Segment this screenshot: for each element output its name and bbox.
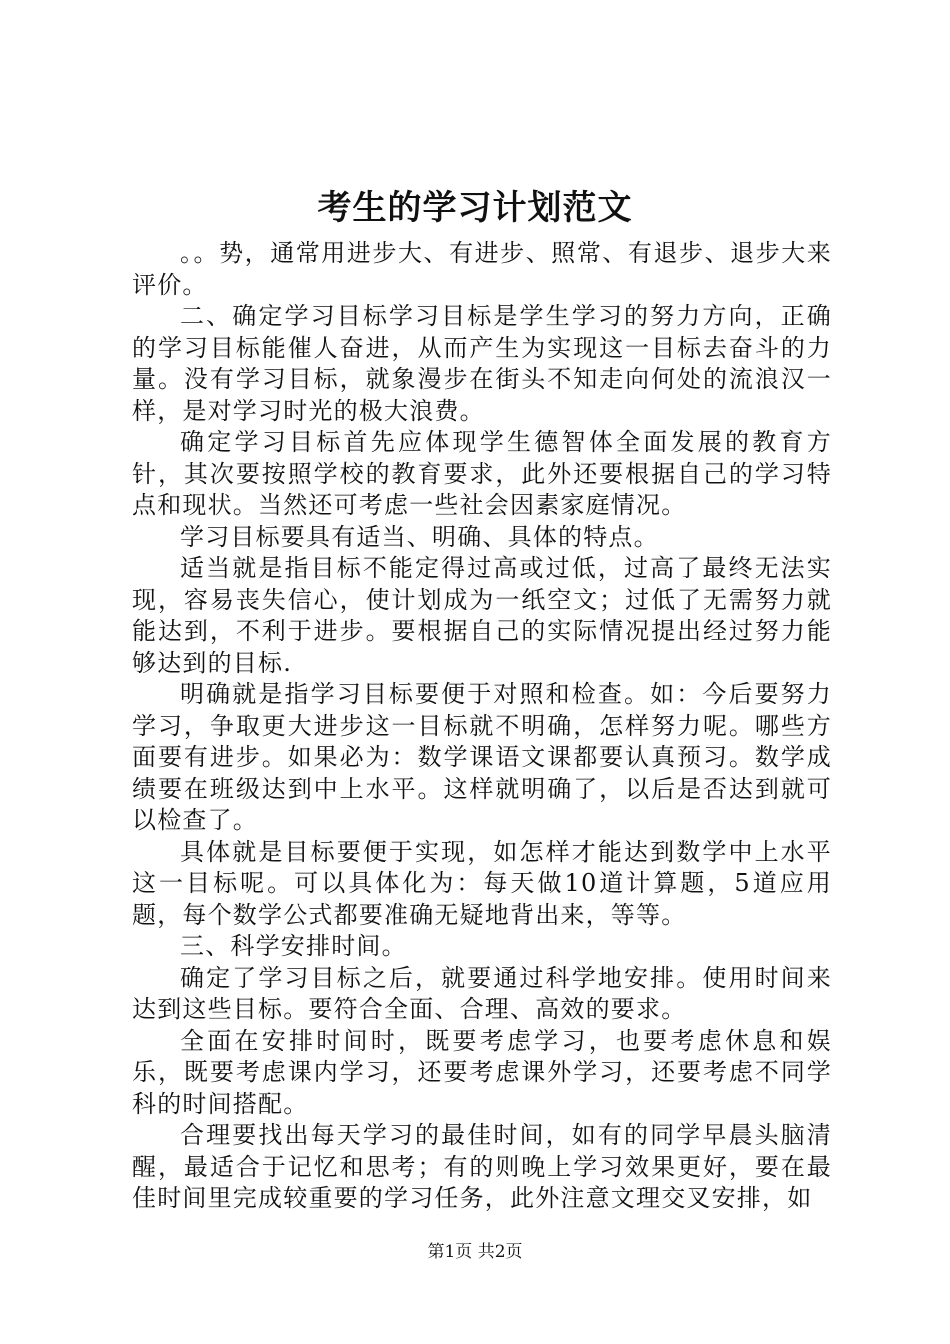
paragraph-9: 确定了学习目标之后，就要通过科学地安排。使用时间来达到这些目标。要符合全面、合理、高效的要求。 bbox=[132, 963, 832, 1023]
paragraph-8: 三、科学安排时间。 bbox=[180, 932, 407, 960]
paragraph-2: 二、确定学习目标学习目标是学生学习的努力方向，正确的学习目标能催人奋进，从而产生为实现这一目标去奋斗的力量。没有学习目标，就象漫步在街头不知走向何处的流浪汉一样，是对学习时光的极大浪费。 bbox=[132, 302, 832, 425]
paragraph-5: 适当就是指目标不能定得过高或过低，过高了最终无法实现，容易丧失信心，使计划成为一纸空文；过低了无需努力就能达到，不利于进步。要根据自己的实际情况提出经过努力能够达到的目标. bbox=[132, 554, 832, 677]
paragraph-10: 全面在安排时间时，既要考虑学习，也要考虑休息和娱乐，既要考虑课内学习，还要考虑课外学习，还要考虑不同学科的时间搭配。 bbox=[132, 1026, 832, 1118]
page-footer: 第1页 共2页 bbox=[427, 1242, 523, 1262]
paragraph-1: 。。势，通常用进步大、有进步、照常、有退步、退步大来评价。 bbox=[132, 239, 832, 299]
paragraph-6: 明确就是指学习目标要便于对照和检查。如：今后要努力学习，争取更大进步这一目标就不明确，怎样努力呢。哪些方面要有进步。如果必为：数学课语文课都要认真预习。数学成绩要在班级达到中上水平。这样就明确了，以后是否达到就可以检查了。 bbox=[132, 680, 832, 834]
paragraph-7: 具体就是目标要便于实现，如怎样才能达到数学中上水平这一目标呢。可以具体化为：每天做10道计算题，5道应用题，每个数学公式都要准确无疑地背出来，等等。 bbox=[132, 837, 832, 929]
paragraph-4: 学习目标要具有适当、明确、具体的特点。 bbox=[180, 522, 659, 551]
paragraph-3: 确定学习目标首先应体现学生德智体全面发展的教育方针，其次要按照学校的教育要求，此外还要根据自己的学习特点和现状。当然还可考虑一些社会因素家庭情况。 bbox=[132, 428, 832, 519]
paragraph-11: 合理要找出每天学习的最佳时间，如有的同学早晨头脑清醒，最适合于记忆和思考；有的则晚上学习效果更好，要在最佳时间里完成较重要的学习任务，此外注意文理交叉安排，如 bbox=[132, 1121, 832, 1212]
document-body bbox=[132, 238, 832, 1215]
document-title: 考生的学习计划范文 bbox=[317, 188, 633, 228]
